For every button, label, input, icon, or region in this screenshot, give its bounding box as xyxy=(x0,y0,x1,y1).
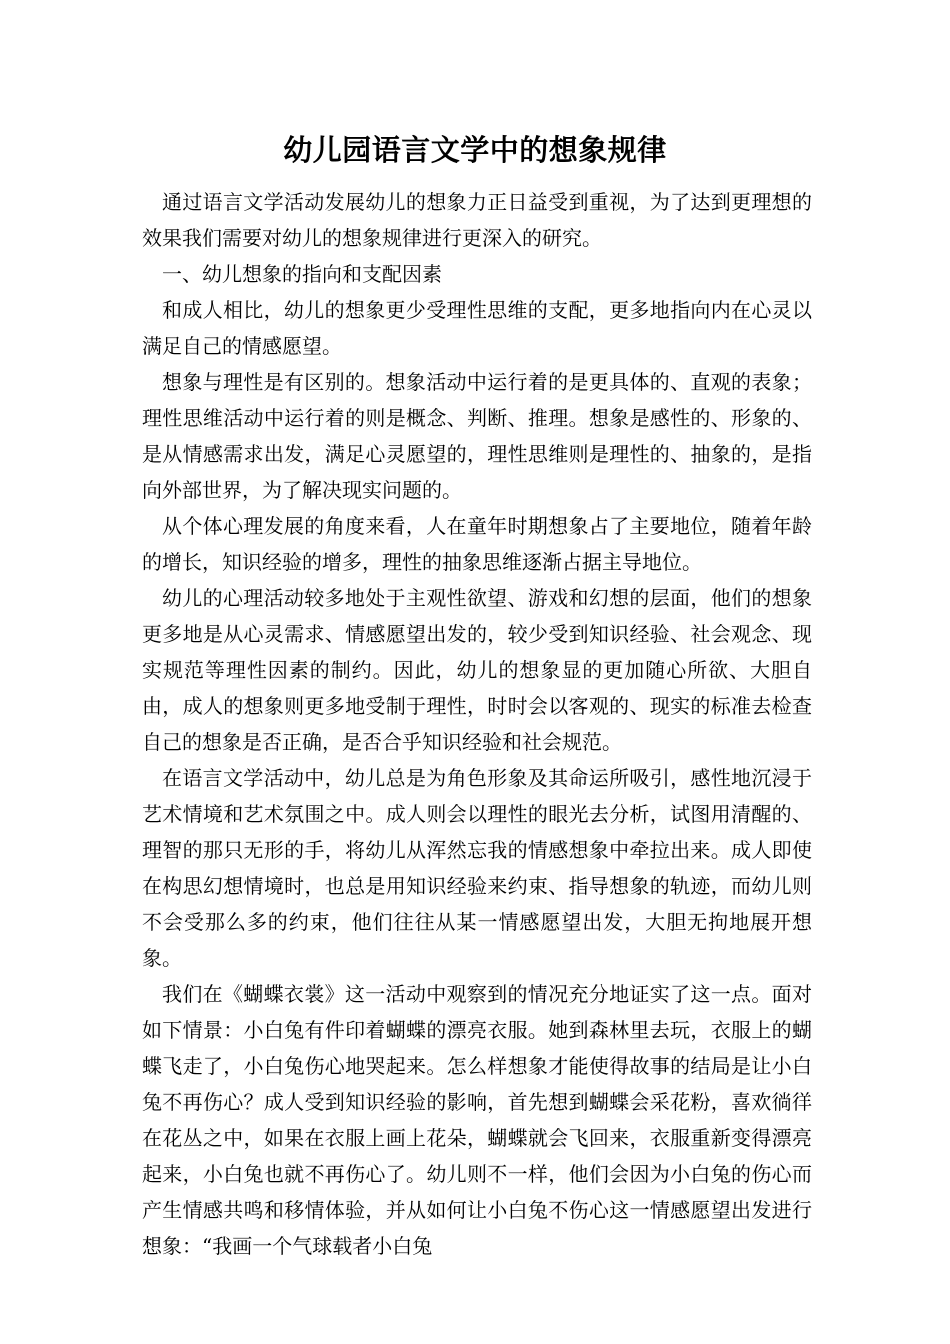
paragraph: 幼儿的心理活动较多地处于主观性欲望、游戏和幻想的层面，他们的想象更多地是从心灵需求、情感愿望出发的，较少受到知识经验、社会观念、现实规范等理性因素的制约。因此，幼儿的想象显的更加随心所欲、大胆自由，成人的想象则更多地受制于理性，时时会以客观的、现实的标准去检查自己的想象是否正确，是否合乎知识经验和社会规范。 xyxy=(142,586,812,754)
section-heading-1: 一、幼儿想象的指向和支配因素 xyxy=(162,262,442,286)
paragraph: 从个体心理发展的角度来看，人在童年时期想象占了主要地位，随着年龄的增长，知识经验的增多，理性的抽象思维逐渐占据主导地位。 xyxy=(142,514,812,574)
document-title: 幼儿园语言文学中的想象规律 xyxy=(283,133,667,167)
paragraph: 想象与理性是有区别的。想象活动中运行着的是更具体的、直观的表象；理性思维活动中运行着的则是概念、判断、推理。想象是感性的、形象的、是从情感需求出发，满足心灵愿望的，理性思维则是理性的、抽象的，是指向外部世界，为了解决现实问题的。 xyxy=(142,370,812,502)
document-body xyxy=(142,184,812,1264)
paragraph: 在语言文学活动中，幼儿总是为角色形象及其命运所吸引，感性地沉浸于艺术情境和艺术氛围之中。成人则会以理性的眼光去分析，试图用清醒的、理智的那只无形的手，将幼儿从浑然忘我的情感想象中牵拉出来。成人即使在构思幻想情境时，也总是用知识经验来约束、指导想象的轨迹，而幼儿则不会受那么多的约束，他们往往从某一情感愿望出发，大胆无拘地展开想象。 xyxy=(142,766,812,970)
paragraph: 和成人相比，幼儿的想象更少受理性思维的支配，更多地指向内在心灵以满足自己的情感愿望。 xyxy=(142,298,812,358)
paragraph: 我们在《蝴蝶衣裳》这一活动中观察到的情况充分地证实了这一点。面对如下情景：小白兔有件印着蝴蝶的漂亮衣服。她到森林里去玩，衣服上的蝴蝶飞走了，小白兔伤心地哭起来。怎么样想象才能使得故事的结局是让小白兔不再伤心？成人受到知识经验的影响，首先想到蝴蝶会采花粉，喜欢徜徉在花丛之中，如果在衣服上画上花朵，蝴蝶就会飞回来，衣服重新变得漂亮起来，小白兔也就不再伤心了。幼儿则不一样，他们会因为小白兔的伤心而产生情感共鸣和移情体验，并从如何让小白兔不伤心这一情感愿望出发进行想象：“我画一个气球载者小白兔 xyxy=(142,982,812,1258)
paragraph-intro: 通过语言文学活动发展幼儿的想象力正日益受到重视，为了达到更理想的效果我们需要对幼儿的想象规律进行更深入的研究。 xyxy=(142,190,812,250)
